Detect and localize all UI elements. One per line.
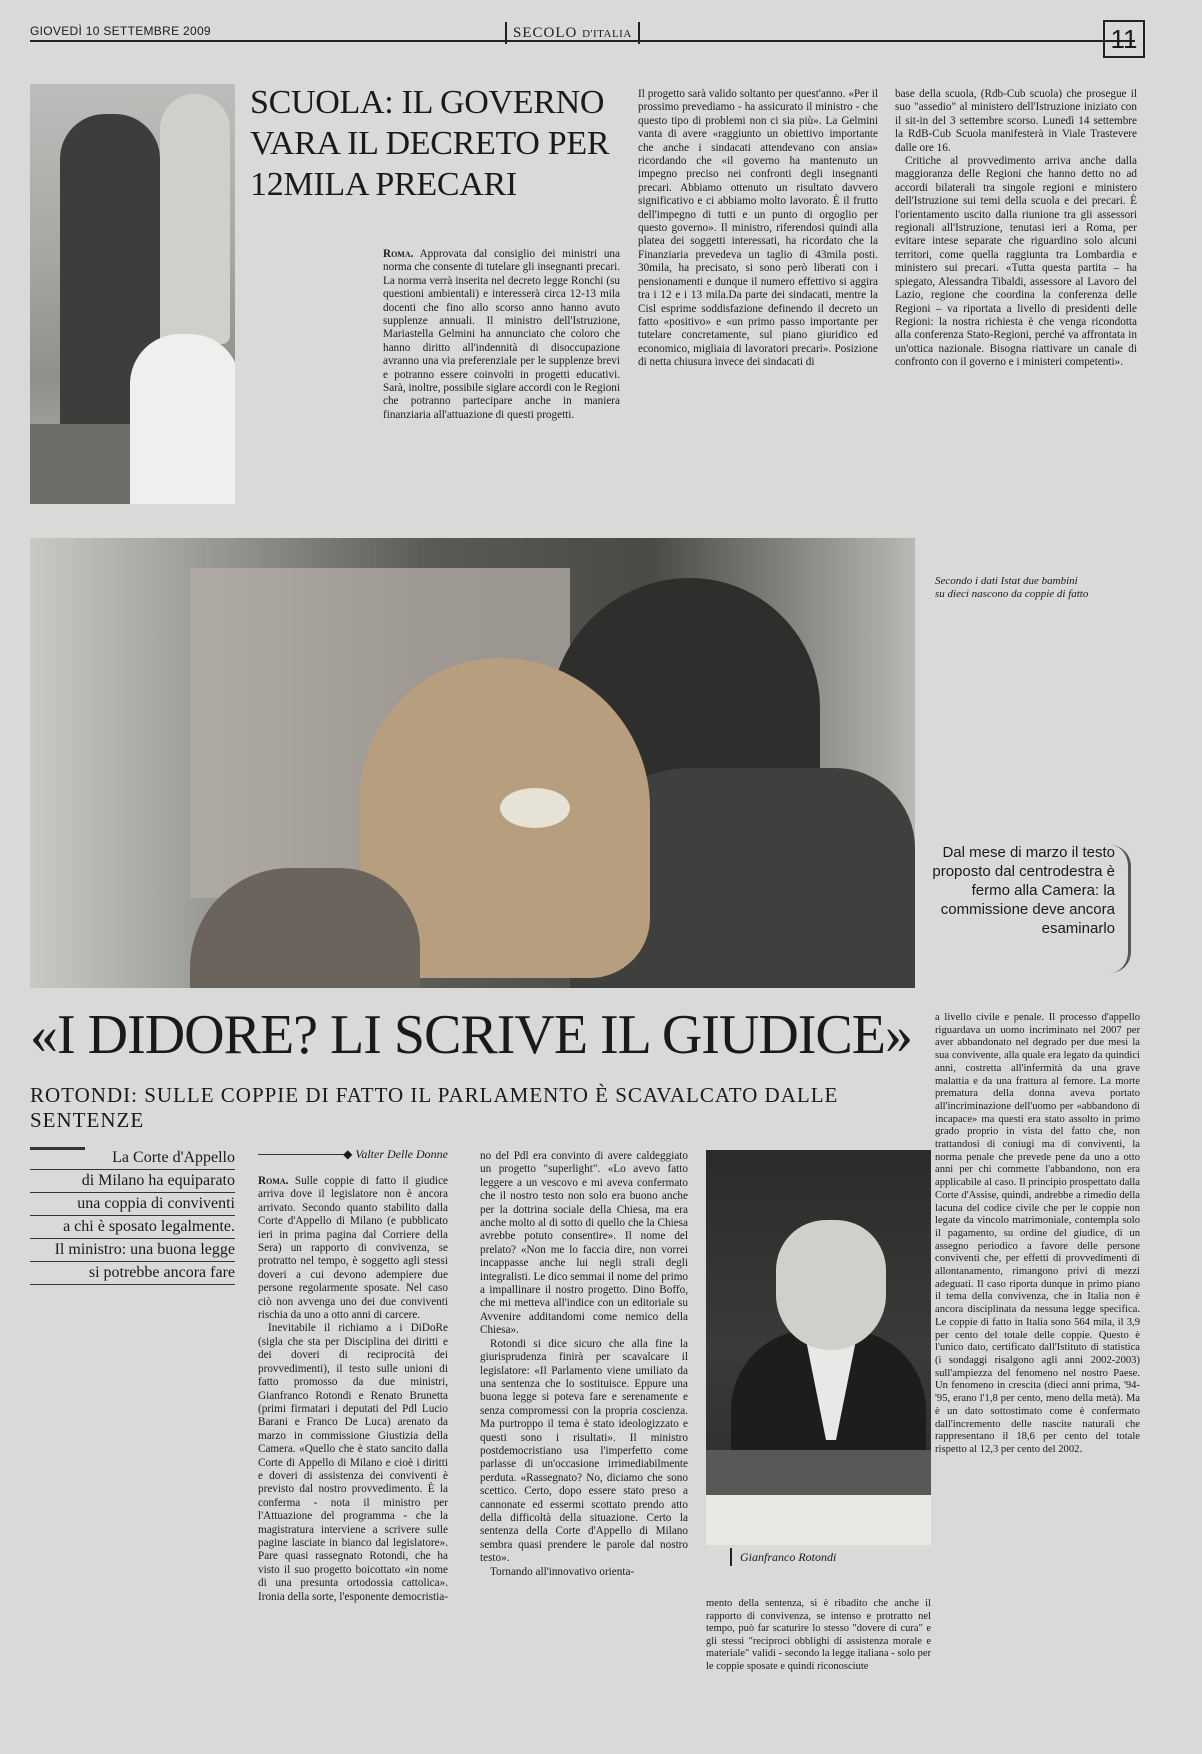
pull-line: La Corte d'Appello: [30, 1147, 235, 1170]
caption-bar: [730, 1548, 732, 1566]
newspaper-name-small: D'ITALIA: [582, 28, 632, 40]
article2-subheadline: ROTONDI: SULLE COPPIE DI FATTO IL PARLAMENTO È SCAVALCATO DALLE SENTENZE: [30, 1083, 839, 1132]
pull-line: Il ministro: una buona legge: [30, 1239, 235, 1262]
article1-column-1: [383, 248, 620, 422]
article2-dateline: Roma.: [258, 1175, 289, 1187]
classroom-photo: [30, 84, 235, 504]
article2-headline: «I DIDORE? LI SCRIVE IL GIUDICE»: [30, 1004, 912, 1066]
article2-column-1: [258, 1175, 448, 1604]
newspaper-name: [505, 22, 640, 44]
article1-text-2: Il progetto sarà valido soltanto per quest'anno. «Per il prossimo prevediamo - ha assicurato il ministro - che questo tipo di problemi non ci sia più». La Gelmini vanta di avere «raggiunto un obiettivo importante che anche i sindacati attendevano con ansia» ricordando che «il governo ha mantenuto un impegno preciso nei confronti degli insegnanti precari. Abbiamo ottenuto un risultato davvero significativo e ci abbiamo molto lavorato. È il frutto dell'impegno di tutti e un punto di orgoglio per questo governo». Il ministro, riferendosi quindi alla platea dei soggetti interessati, ha ricordato che la Finanziaria prevedeva un taglio di 43mila posti. 30mila, ha precisato, si sono però liberati con i pensionamenti e dunque il numero effettivo si aggira tra i 12 e i 13 mila.Da parte dei sindacati, mentre la Cisl esprime soddisfazione definendo il decreto un fatto «positivo» e «un primo passo importante per tutelare concretamente, sul piano giuridico ed economico, migliaia di lavoratori precari». Posizione di netta chiusura invece dei sindacati di: [638, 88, 878, 369]
article2-column-3: [706, 1598, 931, 1674]
article2-column-2: [480, 1150, 688, 1579]
article2-text-3: mento della sentenza, si è ribadito che anche il rapporto di convivenza, se intenso e protratto nel tempo, può far scaturire lo stesso "dovere di cura" e gli stessi "reciproci obblighi di assistenza morale e materiale" validi - secondo la legge italiana - solo per le coppie sposate e quindi riconosciute: [706, 1598, 931, 1672]
pull-line: a chi è sposato legalmente.: [30, 1216, 235, 1239]
article1-text-3b: Critiche al provvedimento arriva anche dalla maggioranza delle Regioni che hanno detto no ad accordi bilaterali tra singole regioni e ministero dell'Istruzione sui temi della scuola e dei precari. È l'orientamento uscito dalla riunione tra gli assessori regionali all'Istruzione, tenutasi ieri a Roma, per evitare intese separate che riguardino solo alcuni territori, come quella raggiunta tra Lombardia e ministero sui precari. «Tutta questa partita – ha spiegato, Alessandra Tibaldi, assessore al Lavoro del Lazio, regione che coordina la conferenza delle Regioni – va riportata a livello di presidenti delle Regioni: la nostra richiesta è che venga ricondotta alla conferenza Stato-Regioni, perché va affrontata in un'ottica nazionale. Bisogna riattivare un canale di confronto con il governo e i ministeri competenti».: [895, 155, 1137, 369]
article1-headline: SCUOLA: IL GOVERNO VARA IL DECRETO PER 12MILA PRECARI: [250, 84, 610, 203]
rotondi-photo: [706, 1150, 931, 1545]
rotondi-photo-caption: Gianfranco Rotondi: [740, 1550, 837, 1564]
article2-text-2: no del Pdl era convinto di avere caldeggiato un progetto "superlight". «Lo avevo fatto leggere a un vescovo e mi aveva confermato che il nostro testo non solo era buono anche per la dottrina sociale della Chiesa, ma era anche molto al di sotto di quello che la Chiesa avrebbe potuto consentire». Il nome del prelato? «Non me lo faccia dire, non vorrei incappasse anche lui negli strali degli integralisti. Le dico semmai il nome del primo a impallinare il nostro progetto. Dino Boffo, che mi metteva all'indice con un editoriale su Avvenire additandomi come nemico della Chiesa».: [480, 1150, 688, 1337]
pull-quote-camera: Dal mese di marzo il testo proposto dal centrodestra è fermo alla Camera: la commissione deve ancora esaminarlo: [932, 844, 1115, 937]
newspaper-name-main: SECOLO: [513, 25, 578, 41]
pull-line: si potrebbe ancora fare: [30, 1262, 235, 1285]
brace-ornament: [1110, 845, 1131, 973]
article2-text-4: a livello civile e penale. Il processo d'appello riguardava un uomo incriminato nel 2007 per aver abbandonato nel degrado per due mesi la sua convivente, alla quale era legato da quindici anni, costretta all'infermità da una grave malattia e da una frattura al femore. La morte prematura della donna aveva portato all'incriminazione dell'uomo per «abbandono di incapace» ma questi era stato assolto in primo grado proprio in vista del fatto che, non trattandosi di coniugi ma di conviventi, la norma penale che prevede pene da uno a otto anni per chi commette l'abbandono, non era applicabile al caso. Il principio prospettato dalla Corte d'Assise, quindi, andrebbe a rimedio della lacuna del codice civile che per le coppie non legate da vincolo matrimoniale, contempla solo il pagamento, su ordine del giudice, di un assegno periodico a favore delle persone conviventi che, per effetti di provvedimenti di allontanamento, rimangono privi di mezzi adeguati. Il caso riporta dunque in primo piano il tema della convivenza, che in Italia non è ancora disciplinata da nessuna legge specifica. Le coppie di fatto in Italia sono 564 mila, il 3,9 per cento del totale delle coppie. Questo è l'unico dato, certificato dall'Istituto di statistica (i sondaggi risalgono agli anni 2002-2003) sull'ampiezza del fenomeno nel nostro Paese. Un fenomeno in crescita (dieci anni prima, '94-'95, erano l'1,8 per cento, meno della metà). Ma è un dato sottostimato come è confermato dall'incremento delle nascite naturali che rappresentano il 18,6 per cento del totale rispetto al 12,3 per cento del 2002.: [935, 1012, 1140, 1455]
article1-text-1: Approvata dal consiglio dei ministri una norma che consente di tutelare gli insegnanti precari. La norma verrà inserita nel decreto legge Ronchi (su questioni ambientali) e interesserà circa 12-13 mila docenti che fino allo scorso anno hanno avuto supplenze annuali. Il ministro dell'Istruzione, Mariastella Gelmini ha annunciato che coloro che hanno diritto all'indennità di disoccupazione avranno una via preferenziale per le supplenze brevi e potranno essere coinvolti in progetti educativi. Sarà, inoltre, possibile siglare accordi con le Regioni che potranno partecipare anche in maniera finanziaria all'attuazione di questi progetti.: [383, 248, 620, 421]
issue-date: GIOVEDÌ 10 SETTEMBRE 2009: [30, 24, 211, 38]
article2-column-4: [935, 1012, 1140, 1457]
article2-text-1b: Inevitabile il richiamo a i DiDoRe (sigla che sta per Disciplina dei diritti e dei doveri di reciprocità dei provvedimenti), il testo sulle unioni di fatto promosso da due ministri, Gianfranco Rotondi e Renato Brunetta (primi firmatari i deputati del Pdl Lucio Barani e Franco De Luca) arenato da marzo in commissione Giustizia della Camera. «Quello che è stato sancito dalla Corte di Appello di Milano e cioè i diritti e doveri di assistenza dei conviventi è previsto dal nostro provvedimento. È la conferma - nota il ministro per l'Attuazione del programma - che la magistratura interviene a scrivere sulle pagine lasciate in bianco dal legislatore». Pare quasi rassegnato Rotondi, che ha visto il suo progetto boicottato «in nome di una presunta ortodossia cattolica». Ironia della sorte, l'esponente democristia-: [258, 1322, 448, 1603]
article2-text-2b: Rotondi si dice sicuro che alla fine la giurisprudenza finirà per scavalcare il legislatore: «Il Parlamento viene umiliato da una sentenza che lo sostituisce. Eppure una buona legge si poteva fare e serenamente e senza compromessi con la propria coscienza. Ma purtroppo il tema è stato ideologizzato e questi sono i risultati». Il ministro postdemocristiano usa l'imperfetto come parlasse di un'occasione irrimediabilmente perduta. «Rassegnato? No, diciamo che sono scettico. Certo, dopo essere stato preso a cannonate ed essermi scottato prendo atto della difficoltà della situazione. Certo la sentenza della Corte d'Appello di Milano sembra quasi prendere le parole dal nostro testo».: [480, 1337, 688, 1565]
page-number: 11: [1103, 20, 1145, 58]
couple-photo-caption: Secondo i dati Istat due bambini su dieci nascono da coppie di fatto: [935, 575, 1089, 600]
pull-quote-corte: [30, 1147, 235, 1285]
article1-column-2: [638, 88, 878, 370]
couple-photo: [30, 538, 915, 988]
pull-line: di Milano ha equiparato: [30, 1170, 235, 1193]
byline-author: Valter Delle Donne: [355, 1147, 448, 1161]
article1-column-3: [895, 88, 1137, 370]
article1-text-3: base della scuola, (Rdb-Cub scuola) che prosegue il suo "assedio" al ministero dell'Istruzione iniziato con il sit-in del 3 settembre scorso. Lunedì 14 settembre la RdB-Cub Scuola manifesterà in Viale Trastevere dalle ore 16.: [895, 88, 1137, 154]
article2-text-1: Sulle coppie di fatto il giudice arriva dove il legislatore non è ancora arrivato. Secondo quanto stabilito dalla Corte d'Appello di Milano (e pubblicato ieri in prima pagina dal Corriere della Sera) un rapporto di convivenza, se protratto nel tempo, è soggetto agli stessi doveri a cui devono adempiere due persone regolarmente sposate. Nel caso ciò non avvenga uno dei due conviventi rischia da uno a otto anni di carcere.: [258, 1175, 449, 1322]
pull-line: una coppia di conviventi: [30, 1193, 235, 1216]
article1-dateline: Roma.: [383, 248, 414, 260]
article2-text-2c: Tornando all'innovativo orienta-: [490, 1565, 635, 1578]
byline: ◆ Valter Delle Donne: [343, 1147, 448, 1161]
